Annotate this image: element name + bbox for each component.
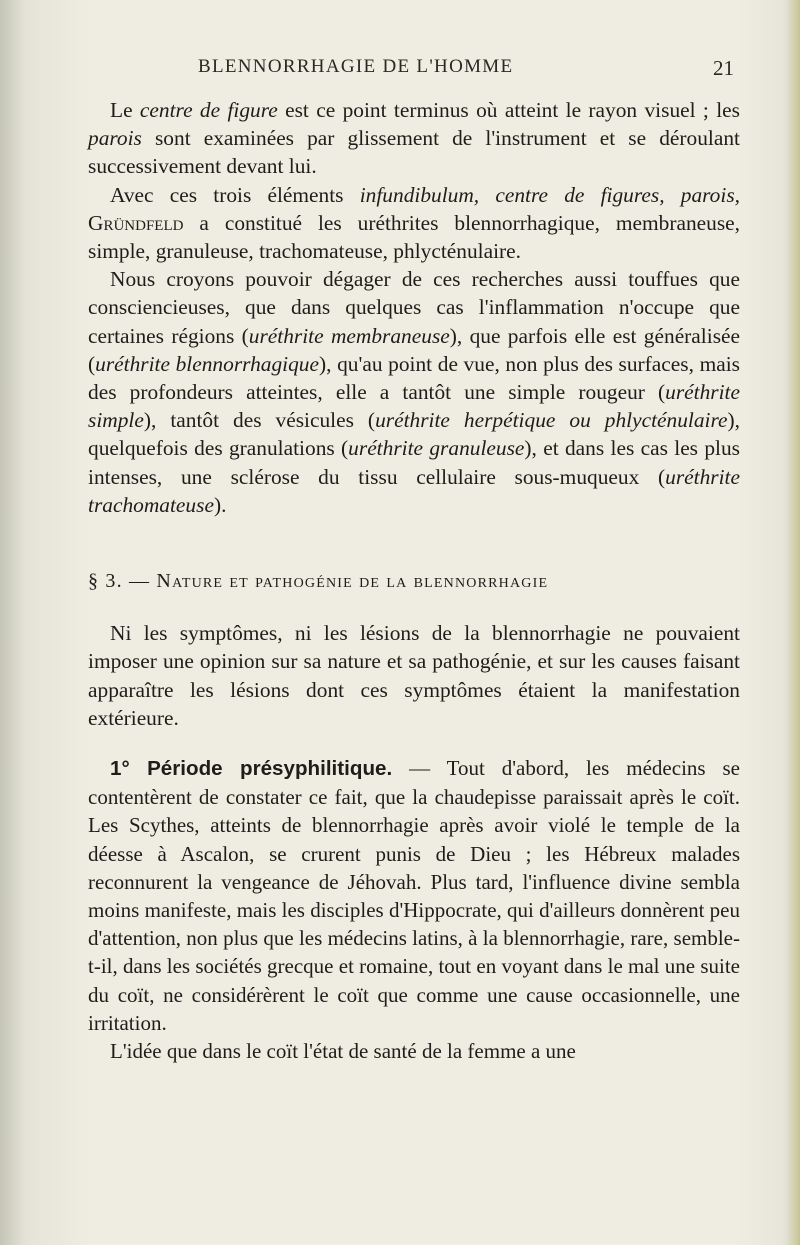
text-run: Avec ces trois éléments [110,182,360,207]
period-title: 1° Période présyphilitique. [110,757,393,781]
italic-term: uréthrite herpétique ou phlycténulaire [375,408,728,433]
italic-term: uréthrite simple [88,380,740,433]
paragraph-periode-presyphilitique [88,754,740,1037]
section-dash: — [129,570,151,593]
paragraph-idee: L'idée que dans le coït l'état de santé de la femme a une [110,1039,576,1064]
italic-term: uréthrite membraneuse [248,323,450,348]
page-header [88,56,748,86]
paragraph-centre-de-figure [88,96,740,181]
italic-term: parois [88,126,142,151]
text-run: ), tantôt des vésicules ( [143,408,376,433]
italic-term: uréthrite granuleuse [348,436,525,461]
italic-term: uréthrite blennorrhagique [95,351,319,376]
text-run: Nous croyons pouvoir dégager de ces recherches aussi touffues que consciencieuses, que dans quelques cas l'inflammation n'occupe que certaines régions ( [88,267,740,348]
italic-term: uréthrite trachomateuse [88,464,740,517]
page-right-edge [786,0,800,1245]
text-run: sont examinées par glissement de l'instrument et se déroulant successivement devant lui. [88,126,740,179]
italic-term: infundibulum, centre de figures, parois, [359,182,740,207]
body-text [88,96,740,1065]
text-run: ), et dans les cas les plus intenses, une sclérose du tissu cellulaire sous-muqueux ( [88,436,740,489]
paragraph-symptomes: Ni les symptômes, ni les lésions de la blennorrhagie ne pouvaient imposer une opinion sur sa nature et sa pathogénie, et sur les causes faisant apparaître les lésions dont ces symptômes étaient la manifestation extérieure. [88,621,740,730]
paragraph-grundfeld [88,181,740,266]
section-heading [88,567,740,595]
text-run: est ce point terminus où atteint le rayon visuel ; les [277,98,740,122]
text-run: Le [110,98,140,122]
text-run: ), qu'au point de vue, non plus des surfaces, mais des profondeurs atteintes, elle a tantôt une simple rougeur ( [88,351,740,405]
paragraph-conclusions [88,265,740,519]
italic-term: centre de figure [139,98,278,122]
text-run: a constitué les uréthrites blennorrhagique, membraneuse, simple, granuleuse, trachomateuse, phlycténulaire. [88,210,740,264]
text-run: ), quelquefois des granulations ( [88,408,740,461]
section-number: § 3. [88,570,123,593]
section-title: Nature et pathogénie de la blennorrhagie [156,570,549,593]
text-run: — Tout d'abord, les médecins se contentèrent de constater ce fait, que la chaudepisse paraissait après le coït. Les Scythes, atteints de blennorrhagie après avoir violé le temple de la déesse à Ascalon, se crurent punis de Dieu ; les Hébreux malades reconnurent la vengeance de Jéhovah. Plus tard, l'influence divine sembla moins manifeste, mais les disciples d'Hippocrate, qui d'ailleurs donnèrent peu d'attention, non plus que les médecins latins, à la blennorrhagie, rare, semble-t-il, dans les sociétés grecque et romaine, tout en voyant dans le mal une suite du coït, ne considérèrent le coït que comme une cause occasionnelle, une irritation. [88,756,740,1035]
author-name: Gründfeld [88,210,184,235]
text-run: ), que parfois elle est généralisée ( [88,323,741,376]
page-left-shadow [0,0,24,1245]
running-head: BLENNORRHAGIE DE L'HOMME [198,56,514,77]
page-number: 21 [713,56,734,80]
text-run: ). [213,492,227,517]
